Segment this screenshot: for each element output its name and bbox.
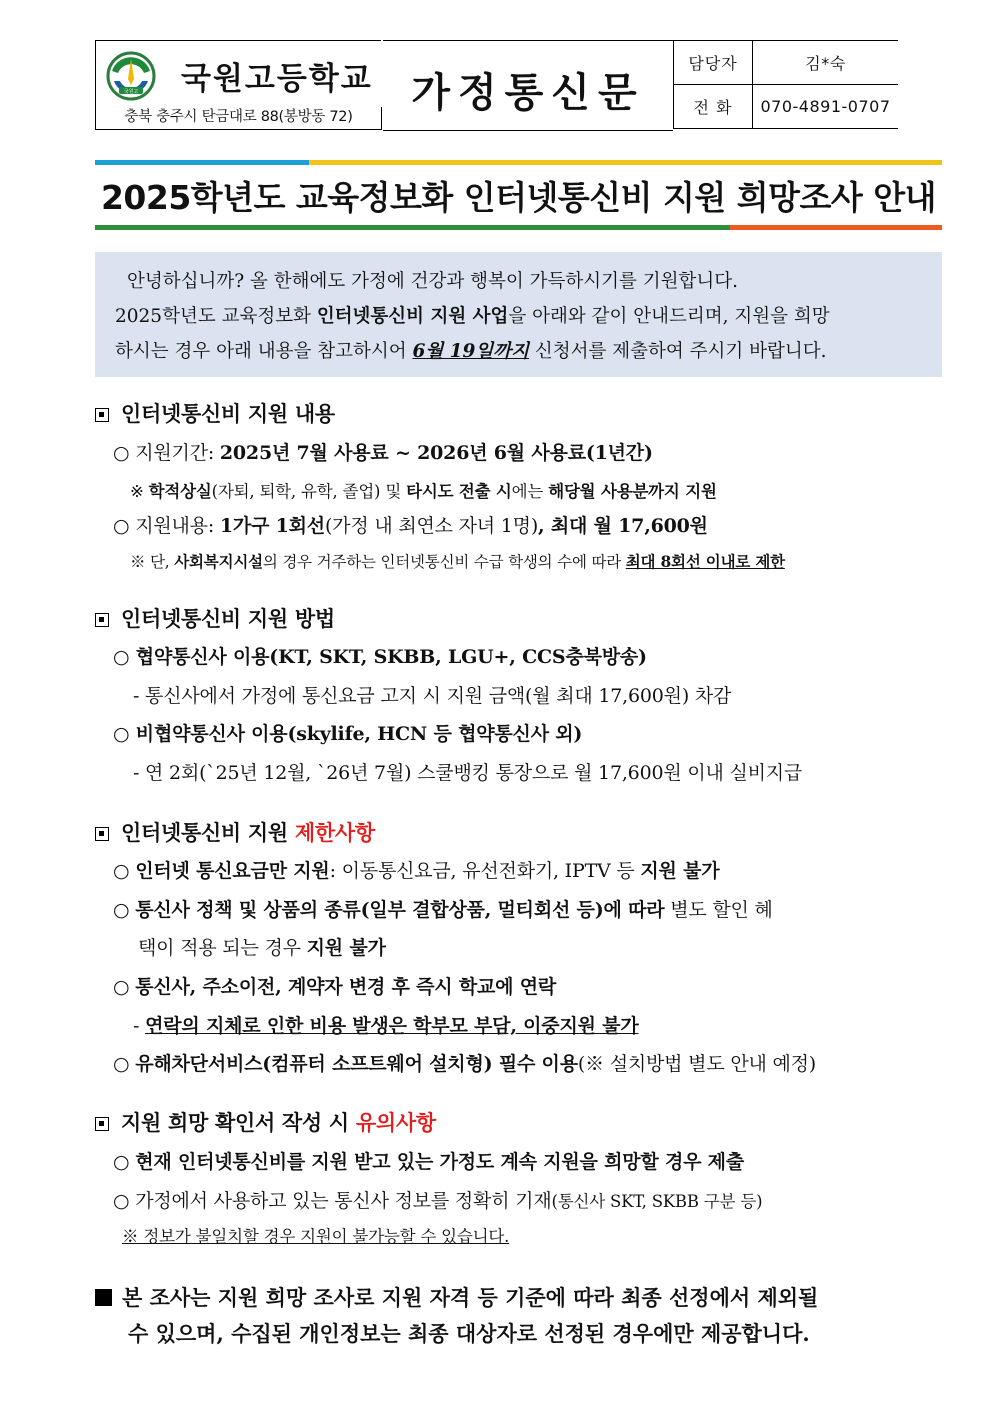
support-content: ○ 지원내용: 1가구 1회선(가정 내 최연소 자녀 1명), 최대 월 17,600원: [113, 515, 708, 537]
notes-item-1: ○ 현재 인터넷통신비를 지원 받고 있는 가정도 계속 지원을 희망할 경우 제출: [113, 1151, 744, 1173]
main-title: 2025학년도 교육정보화 인터넷통신비 지원 희망조사 안내: [100, 178, 937, 217]
banner-bottom-stripe: [95, 225, 942, 230]
intro-line-3: 하시는 경우 아래 내용을 참고하시어 6월 19일까지 신청서를 제출하여 주시기 바랍니다.: [115, 341, 827, 362]
phone-number: 070-4891-0707: [753, 85, 899, 129]
restriction-item-2-cont: 택이 적용 되는 경우 지원 불가: [138, 937, 386, 959]
final-notice: [95, 1280, 915, 1352]
notes-warning: ※ 정보가 불일치할 경우 지원이 불가능할 수 있습니다.: [122, 1227, 510, 1246]
contact-person: 김*숙: [753, 41, 899, 85]
contact-table: [673, 40, 898, 129]
restriction-item-3-detail: - 연락의 지체로 인한 비용 발생은 학부모 부담, 이중지원 불가: [133, 1015, 639, 1037]
support-period: ○ 지원기간: 2025년 7월 사용료 ~ 2026년 6월 사용료(1년간): [113, 442, 653, 464]
section-heading-support-content: 인터넷통신비 지원 내용: [95, 398, 335, 428]
method-item-2-detail: - 연 2회(`25년 12월, `26년 7월) 스쿨뱅킹 통장으로 월 17,600원 이내 실비지급: [133, 762, 803, 784]
school-box: [95, 40, 381, 108]
restriction-item-1: ○ 인터넷 통신요금만 지원: 이동통신요금, 유선전화기, IPTV 등 지원 불가: [113, 860, 720, 882]
black-square-icon: [95, 1289, 112, 1306]
method-item-1-detail: - 통신사에서 가정에 통신요금 고지 시 지원 금액(월 최대 17,600원) 차감: [133, 685, 732, 707]
intro-box: [95, 252, 942, 377]
checkbox-square-icon: [95, 1117, 109, 1131]
support-note-2: ※ 단, 사회복지시설의 경우 거주하는 인터넷통신비 수급 학생의 수에 따라 최대 8회선 이내로 제한: [130, 552, 785, 571]
section-heading-restrictions: 인터넷통신비 지원 제한사항: [95, 817, 375, 847]
section-heading-support-method: 인터넷통신비 지원 방법: [95, 603, 335, 633]
final-notice-line-2: 수 있으며, 수집된 개인정보는 최종 대상자로 선정된 경우에만 제공합니다.: [128, 1321, 810, 1346]
phone-label: 전 화: [674, 85, 753, 129]
contact-row: [674, 41, 899, 85]
restriction-item-2: ○ 통신사 정책 및 상품의 종류(일부 결합상품, 멀티회선 등)에 따라 별도 할인 혜: [113, 899, 773, 921]
doc-title: 가정통신문: [411, 70, 645, 116]
banner-top-stripe: [95, 160, 942, 165]
restriction-item-4: ○ 유해차단서비스(컴퓨터 소프트웨어 설치형) 필수 이용(※ 설치방법 별도 안내 예정): [113, 1053, 816, 1075]
deadline: 6월 19일까지: [412, 341, 530, 362]
school-address: 충북 충주시 탄금대로 88(봉방동 72): [95, 107, 382, 130]
restriction-item-3: ○ 통신사, 주소이전, 계약자 변경 후 즉시 학교에 연락: [113, 976, 557, 998]
phone-row: [674, 85, 899, 129]
notes-item-2: ○ 가정에서 사용하고 있는 통신사 정보를 정확히 기재(통신사 SKT, SKBB 구분 등): [113, 1190, 763, 1212]
method-item-2: ○ 비협약통신사 이용(skylife, HCN 등 협약통신사 외): [113, 723, 583, 745]
support-note-1: ※ 학적상실(자퇴, 퇴학, 유학, 졸업) 및 타시도 전출 시에는 해당월 사용분까지 지원: [130, 482, 717, 501]
doc-title-box: [383, 40, 673, 131]
intro-line-2: 2025학년도 교육정보화 인터넷통신비 지원 사업을 아래와 같이 안내드리며, 지원을 희망: [115, 306, 830, 327]
school-name: 국원고등학교: [181, 61, 373, 97]
method-item-1: ○ 협약통신사 이용(KT, SKT, SKBB, LGU+, CCS충북방송): [113, 646, 647, 668]
checkbox-square-icon: [95, 408, 109, 422]
checkbox-square-icon: [95, 613, 109, 627]
section-heading-notes: 지원 희망 확인서 작성 시 유의사항: [95, 1107, 436, 1137]
letter-header: [95, 40, 898, 130]
final-notice-line-1: 본 조사는 지원 희망 조사로 지원 자격 등 기준에 따라 최종 선정에서 제외될: [95, 1280, 915, 1316]
checkbox-square-icon: [95, 827, 109, 841]
contact-person-label: 담당자: [674, 41, 753, 85]
logo-text: 국원고: [123, 89, 139, 95]
intro-highlight: 인터넷통신비 지원 사업: [316, 306, 509, 327]
intro-line-1: 안녕하십니까? 올 한해에도 가정에 건강과 행복이 가득하시기를 기원합니다.: [127, 271, 738, 292]
school-logo-icon: [106, 51, 156, 101]
